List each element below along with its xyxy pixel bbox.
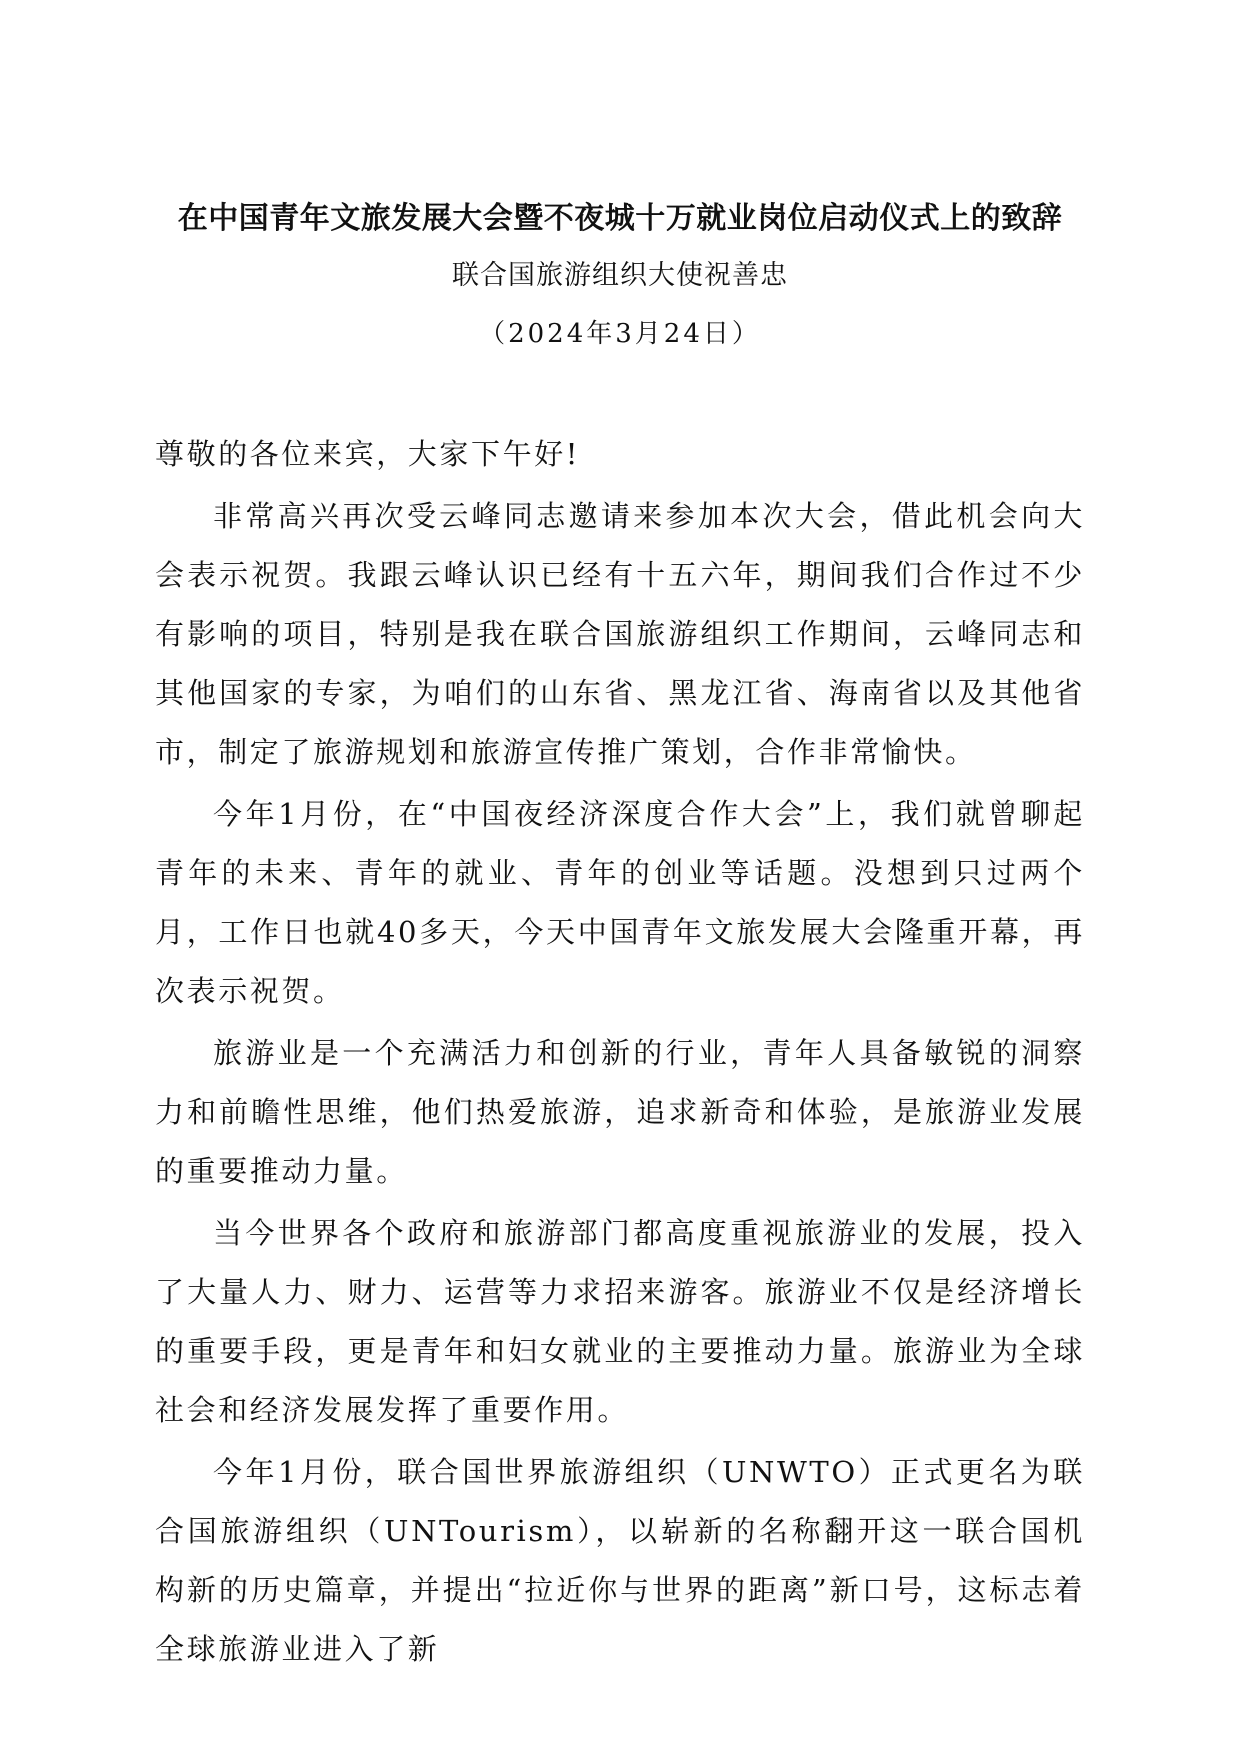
document-body [155, 425, 1085, 1682]
document-title: 在中国青年文旅发展大会暨不夜城十万就业岗位启动仪式上的致辞 [177, 201, 1063, 236]
document-date: （2024年3月24日） [479, 319, 761, 349]
document-author: 联合国旅游组织大使祝善忠 [452, 260, 788, 291]
greeting: 尊敬的各位来宾，大家下午好! [155, 437, 581, 471]
paragraph: 今年1月份，在“中国夜经济深度合作大会”上，我们就曾聊起青年的未来、青年的就业、青年的创业等话题。没想到只过两个月，工作日也就40多天，今天中国青年文旅发展大会隆重开幕，再次表示祝贺。 [155, 797, 1085, 1008]
paragraph: 今年1月份，联合国世界旅游组织（UNWTO）正式更名为联合国旅游组织（UNTourism），以崭新的名称翻开这一联合国机构新的历史篇章，并提出“拉近你与世界的距离”新口号，这标志着全球旅游业进入了新 [155, 1455, 1085, 1666]
paragraph: 当今世界各个政府和旅游部门都高度重视旅游业的发展，投入了大量人力、财力、运营等力求招来游客。旅游业不仅是经济增长的重要手段，更是青年和妇女就业的主要推动力量。旅游业为全球社会和经济发展发挥了重要作用。 [155, 1216, 1085, 1427]
paragraph: 旅游业是一个充满活力和创新的行业，青年人具备敏锐的洞察力和前瞻性思维，他们热爱旅游，追求新奇和体验，是旅游业发展的重要推动力量。 [155, 1036, 1085, 1188]
paragraph: 非常高兴再次受云峰同志邀请来参加本次大会，借此机会向大会表示祝贺。我跟云峰认识已经有十五六年，期间我们合作过不少有影响的项目，特别是我在联合国旅游组织工作期间，云峰同志和其他国家的专家，为咱们的山东省、黑龙江省、海南省以及其他省市，制定了旅游规划和旅游宣传推广策划，合作非常愉快。 [155, 499, 1085, 769]
